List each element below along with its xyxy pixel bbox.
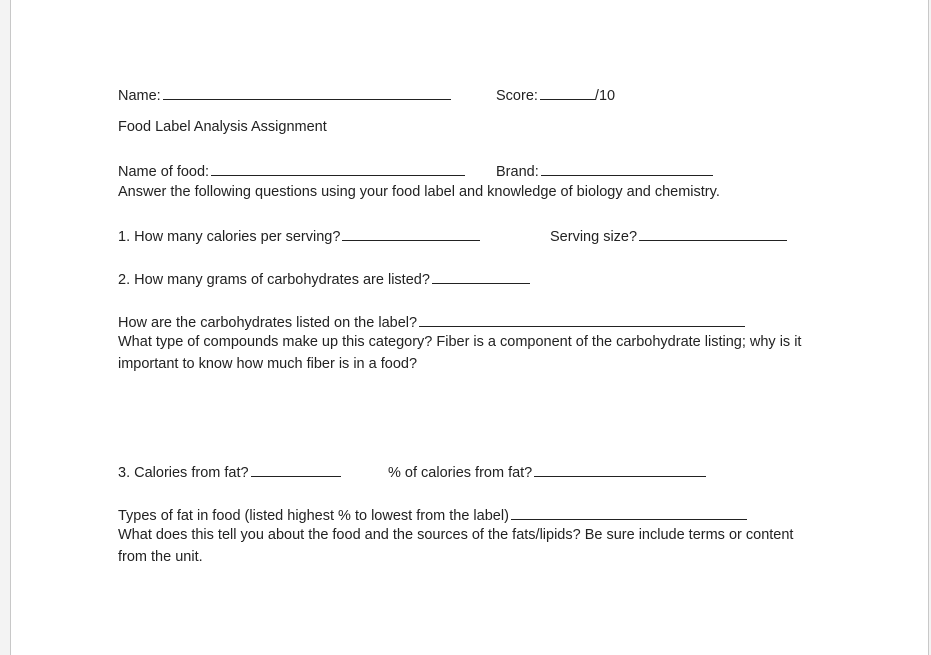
brand-label: Brand:	[496, 164, 539, 180]
brand-blank[interactable]	[541, 160, 713, 176]
carb-question: What type of compounds make up this category? Fiber is a component of the carbohydrate listing; why is it important to know how much fiber is in a food?	[118, 334, 802, 372]
name-label: Name:	[118, 88, 161, 104]
name-blank[interactable]	[163, 84, 451, 100]
document-page	[11, 0, 928, 655]
serving-size-blank[interactable]	[639, 225, 787, 241]
food-name-label: Name of food:	[118, 164, 210, 180]
q2-text: 2. How many grams of carbohydrates are listed?	[118, 272, 430, 288]
score-blank[interactable]	[540, 84, 595, 100]
percent-fat-label: % of calories from fat?	[388, 465, 533, 481]
assignment-title: Food Label Analysis Assignment	[118, 119, 327, 135]
serving-size-line	[550, 225, 787, 248]
percent-fat-line	[388, 461, 706, 484]
question-1	[118, 225, 480, 248]
q1-text: 1. How many calories per serving?	[118, 229, 341, 245]
calories-blank[interactable]	[342, 225, 480, 241]
question-2	[118, 268, 530, 291]
brand-line	[496, 160, 713, 183]
food-name-blank[interactable]	[211, 160, 465, 176]
fat-question: What does this tell you about the food and the sources of the fats/lipids? Be sure include terms or content from the unit.	[118, 527, 794, 565]
fat-types-text: Types of fat in food (listed highest % to lowest from the label)	[118, 508, 509, 524]
carb-listed-text: How are the carbohydrates listed on the label?	[118, 315, 418, 331]
fat-types-line	[118, 504, 747, 527]
score-label: Score:	[496, 88, 538, 104]
carb-listed-blank[interactable]	[419, 311, 745, 327]
food-name-line	[118, 160, 465, 183]
fat-calories-blank[interactable]	[251, 461, 341, 477]
percent-fat-blank[interactable]	[534, 461, 706, 477]
serving-size-label: Serving size?	[550, 229, 638, 245]
instructions: Answer the following questions using your food label and knowledge of biology and chemistry.	[118, 184, 720, 200]
name-line	[118, 84, 451, 107]
score-line	[496, 84, 615, 107]
score-suffix: /10	[594, 88, 616, 104]
fat-types-blank[interactable]	[511, 504, 747, 520]
question-3	[118, 461, 341, 484]
carb-listed-line	[118, 311, 745, 334]
carb-grams-blank[interactable]	[432, 268, 530, 284]
left-page-edge	[0, 0, 11, 655]
q3-text: 3. Calories from fat?	[118, 465, 249, 481]
